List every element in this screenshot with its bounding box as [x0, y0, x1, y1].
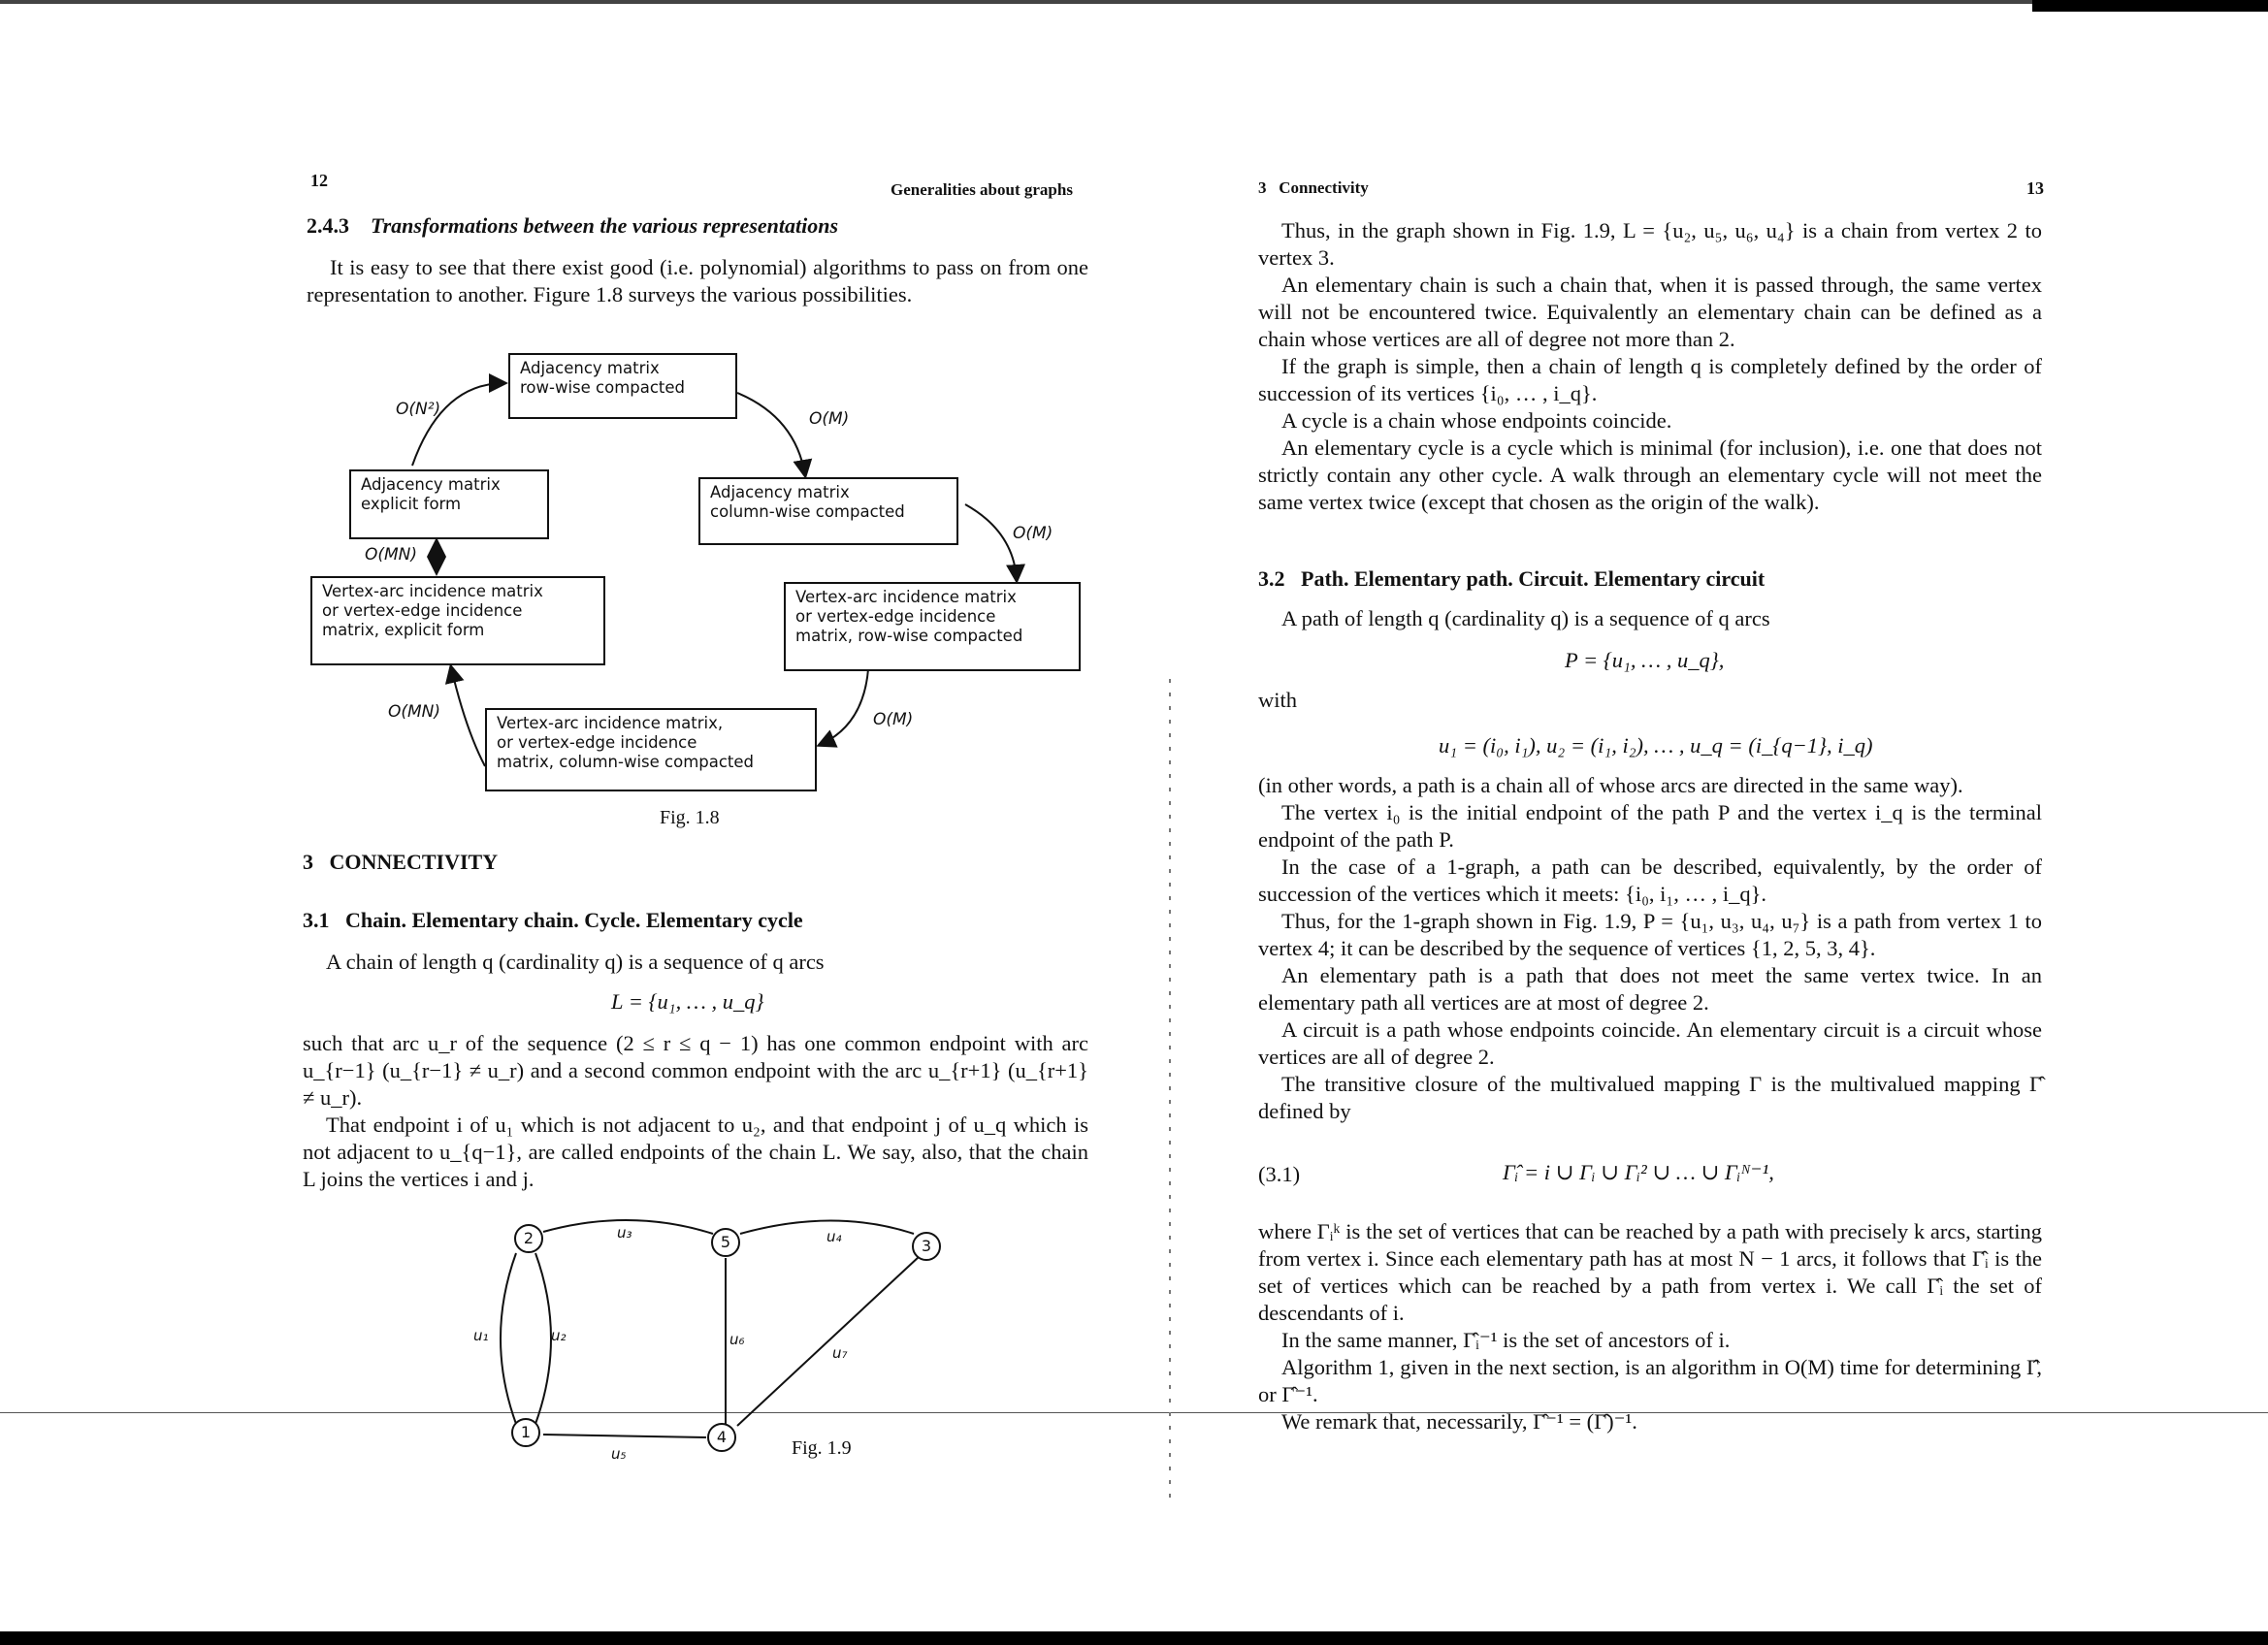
paragraph: A cycle is a chain whose endpoints coincide.	[1281, 408, 1672, 433]
box-line: Adjacency matrix	[361, 475, 501, 494]
edge-label: u₁	[473, 1327, 489, 1344]
graph-node: 5	[711, 1228, 740, 1257]
subsection-title: Transformations between the various representations	[371, 213, 839, 238]
box-line: or vertex-edge incidence	[322, 601, 523, 620]
edge-label: u₅	[611, 1445, 627, 1463]
arcs-equation: u₁ = (i₀, i₁), u₂ = (i₁, i₂), … , u_q = (i_{q−1}, i_q)	[1439, 733, 1873, 758]
paragraph: with	[1258, 688, 1298, 712]
subsection-heading-32: 3.2 Path. Elementary path. Circuit. Elementary circuit	[1258, 566, 1766, 591]
complexity-m-top: O(M)	[809, 409, 850, 429]
edge-label: u₄	[826, 1228, 842, 1245]
box-line: Adjacency matrix	[520, 359, 660, 377]
box-line: column-wise compacted	[710, 502, 905, 521]
running-head-left: Generalities about graphs	[891, 180, 1073, 199]
paragraph: Thus, in the graph shown in Fig. 1.9, L = {u₂, u₅, u₆, u₄} is a chain from vertex 2 to vertex 3.	[1258, 218, 2042, 270]
paragraph: The transitive closure of the multivalued mapping Γ is the multivalued mapping Γ̂ defined by	[1258, 1072, 2042, 1123]
edge-label: u₆	[729, 1331, 745, 1348]
right-page	[1134, 0, 2268, 1645]
box-line: matrix, row-wise compacted	[795, 627, 1023, 645]
path-definition	[1258, 605, 2042, 632]
box-line: matrix, explicit form	[322, 621, 485, 639]
paragraph: A circuit is a path whose endpoints coincide. An elementary circuit is a circuit whose vertices are all of degree 2.	[1258, 1017, 2042, 1069]
section-heading-3: 3 CONNECTIVITY	[303, 850, 499, 874]
edge-label: u₃	[617, 1224, 632, 1242]
complexity-n2: O(N²)	[396, 400, 441, 419]
box-line: Adjacency matrix	[710, 483, 850, 501]
closure-text-block	[1258, 1218, 2042, 1435]
subsection-heading-31: 3.1 Chain. Elementary chain. Cycle. Elementary cycle	[303, 908, 803, 932]
graph-node: 2	[514, 1224, 543, 1253]
graph-node: 3	[912, 1232, 941, 1261]
path-text-block	[1258, 772, 2042, 1125]
edge-label: u₇	[832, 1344, 848, 1362]
paragraph: An elementary chain is such a chain that, when it is passed through, the same vertex will not be encountered twice. Equivalently an elementary chain can be defined as a chain whose vertices are all of degree not more than 2.	[1258, 273, 2042, 351]
paragraph: An elementary cycle is a cycle which is minimal (for inclusion), i.e. one that does not strictly contain any other cycle. A walk through an elementary cycle will not meet the same vertex twice (except that chosen as the origin of the walk).	[1258, 435, 2042, 514]
chain-equation: L = {u₁, … , u_q}	[611, 989, 764, 1014]
box-line: explicit form	[361, 495, 462, 513]
box-line: Vertex-arc incidence matrix	[322, 582, 543, 600]
paragraph: A path of length q (cardinality q) is a sequence of q arcs	[1281, 606, 1770, 630]
running-head-right: 3 Connectivity	[1258, 178, 1369, 197]
box-line: matrix, column-wise compacted	[497, 753, 755, 771]
edge-label: u₂	[551, 1327, 567, 1344]
complexity-m-right: O(M)	[1013, 524, 1053, 543]
paragraph: Thus, for the 1-graph shown in Fig. 1.9, P = {u₁, u₃, u₄, u₇} is a path from vertex 1 to vertex 4; it can be described by the sequence of vertices {1, 2, 5, 3, 4}.	[1258, 909, 2042, 960]
paragraph: In the same manner, Γ̂ᵢ⁻¹ is the set of ancestors of i.	[1281, 1328, 1731, 1352]
box-line: row-wise compacted	[520, 378, 686, 397]
chain-definition-text: A chain of length q (cardinality q) is a sequence of q arcs	[326, 950, 825, 974]
paragraph: We remark that, necessarily, Γ̂⁻¹ = (Γ̂)⁻¹.	[1281, 1409, 1637, 1434]
box-line: or vertex-edge incidence	[497, 733, 697, 752]
page-number-left: 12	[310, 171, 328, 190]
box-line: Vertex-arc incidence matrix,	[497, 714, 724, 732]
edge-u1	[501, 1253, 516, 1424]
paragraph: In the case of a 1-graph, a path can be described, equivalently, by the order of succession of the vertices which it meets: {i₀, i₁, … , i_q}.	[1258, 855, 2042, 906]
path-equation: P = {u₁, … , u_q},	[1565, 648, 1725, 672]
chain-continuation	[1258, 217, 2042, 516]
edge-u5	[543, 1435, 706, 1437]
paragraph: where Γᵢᵏ is the set of vertices that can be reached by a path with precisely k arcs, starting from vertex i. Since each elementary path has at most N − 1 arcs, it follows that Γ̂ᵢ is the set of vertices which can be reached by a path from vertex i. We call Γ̂ᵢ the set of descendants of i.	[1258, 1219, 2042, 1325]
paragraph: Algorithm 1, given in the next section, is an algorithm in O(M) time for determining Γ̂, or Γ̂⁻¹.	[1258, 1355, 2042, 1406]
paragraph: The vertex i₀ is the initial endpoint of the path P and the vertex i_q is the terminal endpoint of the path P.	[1258, 800, 2042, 852]
complexity-mn-left: O(MN)	[365, 545, 418, 564]
subsection-number: 2.4.3	[307, 213, 349, 238]
figure-1-8-caption: Fig. 1.8	[660, 807, 720, 828]
paragraph: (in other words, a path is a chain all of whose arcs are directed in the same way).	[1258, 773, 1963, 797]
equation-31: Γ̂ᵢ = i ∪ Γᵢ ∪ Γᵢ² ∪ … ∪ Γᵢᴺ⁻¹,	[1503, 1160, 1774, 1184]
page-number-right: 13	[2026, 178, 2044, 198]
chain-text-1: such that arc u_r of the sequence (2 ≤ r ≤ q − 1) has one common endpoint with arc u_{r−1} (u_{r−1} ≠ u_r) and a second common endpoint with the arc u_{r+1} (u_{r+1} ≠ u_r).	[303, 1031, 1088, 1110]
graph-node: 4	[707, 1423, 736, 1452]
paragraph: An elementary path is a path that does not meet the same vertex twice. In an elementary path all vertices are at most of degree 2.	[1258, 963, 2042, 1015]
box-line: or vertex-edge incidence	[795, 607, 996, 626]
figure-1-9-caption: Fig. 1.9	[792, 1437, 852, 1459]
intro-text: It is easy to see that there exist good (i.e. polynomial) algorithms to pass on from one representation to another. Figure 1.8 surveys the various possibilities.	[307, 255, 1088, 306]
edge-u7	[737, 1256, 920, 1426]
equation-number-31: (3.1)	[1258, 1162, 1301, 1186]
chain-text-2: That endpoint i of u₁ which is not adjacent to u₂, and that endpoint j of u_q which is not adjacent to u_{q−1}, are called endpoints of the chain L. We say, also, that the chain L joins the vertices i and j.	[303, 1113, 1088, 1191]
paragraph: If the graph is simple, then a chain of length q is completely defined by the order of succession of its vertices {i₀, … , i_q}.	[1258, 354, 2042, 405]
graph-node: 1	[511, 1418, 540, 1447]
edge-u2	[535, 1253, 551, 1424]
box-line: Vertex-arc incidence matrix	[795, 588, 1017, 606]
with-word	[1258, 687, 1452, 714]
complexity-m-bottom: O(M)	[873, 710, 914, 729]
complexity-mn-bottom: O(MN)	[388, 702, 441, 722]
